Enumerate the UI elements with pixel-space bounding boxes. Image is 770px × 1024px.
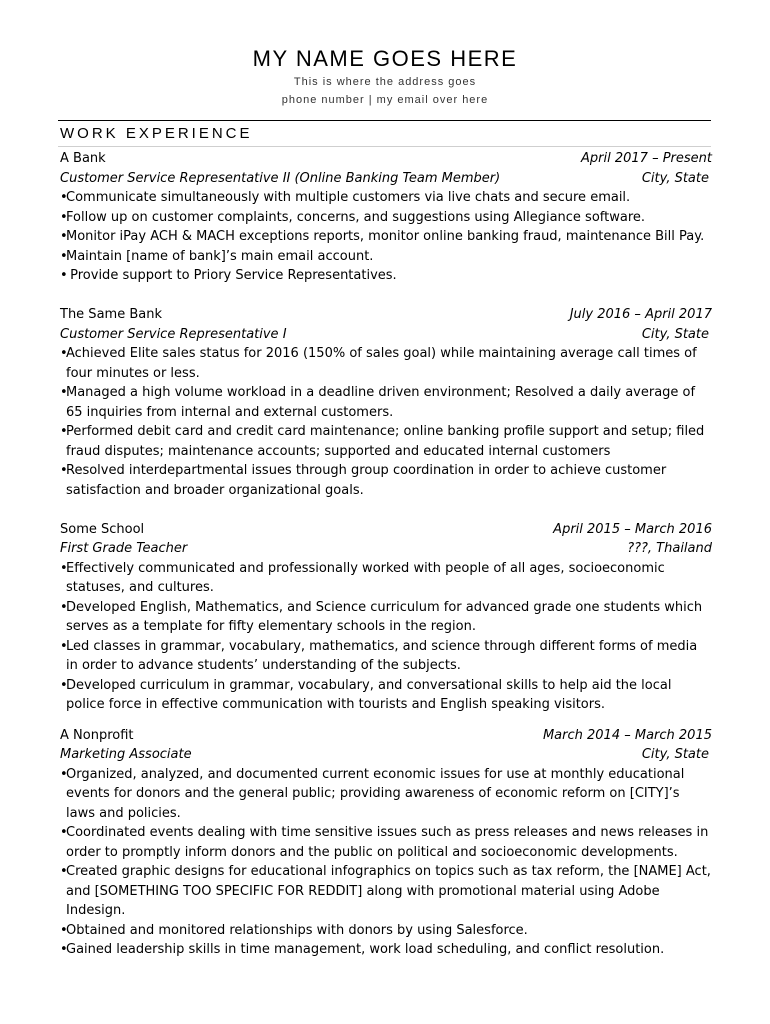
job-title: Marketing Associate [60,747,192,762]
employment-dates: April 2015 – March 2016 [553,521,712,537]
job-title-row [60,169,712,189]
bullet-item: • Obtained and monitored relationships with donors by using Salesforce. [60,921,712,941]
bullet-dot-icon: • [60,942,68,957]
job-title-row [60,539,712,559]
bullet-item: • Provide support to Priory Service Representatives. [60,266,712,286]
job-bullets [60,765,712,960]
bullet-dot-icon: • [60,677,68,693]
bullet-dot-icon: • [60,766,68,782]
job-header-row [60,520,712,540]
employer-name: A Bank [60,151,106,166]
bullet-item: • Organized, analyzed, and documented current economic issues for use at monthly educational events for donors and the general public; providing awareness of economic reform on [CITY]’s laws and policies. [60,766,685,821]
bullet-item: • Monitor iPay ACH & MACH exceptions reports, monitor online banking fraud, maintenance Bill Pay. [60,227,712,247]
employer-name: The Same Bank [60,307,162,322]
section-underline [58,146,711,147]
bullet-dot-icon: • [60,638,68,654]
bullet-dot-icon: • [60,248,68,264]
bullet-dot-icon: • [60,599,68,615]
bullet-item: • Effectively communicated and professionally worked with people of all ages, socioeconomic statuses, and cultures. [60,560,665,595]
bullet-item: • Maintain [name of bank]’s main email account. [60,247,712,267]
employer-name: Some School [60,521,145,537]
job-entry-a-bank [60,149,712,286]
employment-dates: April 2017 – Present [581,151,712,166]
bullet-dot-icon: • [60,229,68,244]
applicant-name: MY NAME GOES HERE [252,46,518,71]
contact-line: phone number | my email over here [281,94,489,106]
bullet-dot-icon: • [60,424,68,439]
job-title-row [60,325,712,345]
bullet-dot-icon: • [60,463,68,478]
bullet-dot-icon: • [60,922,68,938]
bullet-item: • Led classes in grammar, vocabulary, mathematics, and science through different forms of media in order to advance students’ understanding of the subjects. [60,638,698,673]
job-header-row [60,305,712,325]
job-title: Customer Service Representative II (Online Banking Team Member) [60,170,501,186]
job-entry-same-bank [60,305,712,500]
bullet-item: • Coordinated events dealing with time sensitive issues such as press releases and news releases in order to promptly inform donors and the public on political and socioeconomic developments. [60,825,709,860]
job-location: City, State [641,170,709,186]
bullet-item: • Created graphic designs for educational infographics on topics such as tax reform, the [NAME] Act, and [SOMETHING TOO SPECIFIC FOR REDDIT] along with promotional material using Adobe Indesign. [60,864,711,918]
bullet-item: • Gained leadership skills in time management, work load scheduling, and conflict resolution. [60,940,712,960]
employment-dates: July 2016 – April 2017 [569,307,712,322]
job-title-row [60,745,712,765]
bullet-dot-icon: • [60,346,68,361]
job-location: ???, Thailand [627,541,712,556]
bullet-item: • Managed a high volume workload in a deadline driven environment; Resolved a daily average of 65 inquiries from internal and external customers. [60,385,696,420]
bullet-item: • Follow up on customer complaints, concerns, and suggestions using Allegiance software. [60,208,712,228]
job-location: City, State [641,326,709,342]
work-experience-list [60,149,712,960]
address-line: This is where the address goes [293,76,477,88]
bullet-item: • Performed debit card and credit card maintenance; online banking profile support and setup; filed fraud disputes; maintenance accounts; supported and educated internal customers [60,424,705,459]
employment-dates: March 2014 – March 2015 [542,727,712,743]
job-header-row [60,726,712,746]
section-title: WORK EXPERIENCE [60,125,253,142]
bullet-dot-icon: • [60,209,68,225]
job-entry-some-school [60,520,712,715]
bullet-dot-icon: • [60,268,68,283]
bullet-item: • Communicate simultaneously with multiple customers via live chats and secure email. [60,188,712,208]
job-title: First Grade Teacher [60,541,188,556]
job-bullets [60,344,712,500]
job-bullets [60,559,712,715]
bullet-item: • Developed curriculum in grammar, vocabulary, and conversational skills to help aid the local police force in effective communication with tourists and English speaking visitors. [60,677,672,712]
bullet-dot-icon: • [60,560,68,576]
bullet-item: • Resolved interdepartmental issues through group coordination in order to achieve customer satisfaction and broader organizational goals. [60,463,667,498]
job-location: City, State [641,747,709,762]
section-divider [58,120,711,121]
bullet-dot-icon: • [60,190,68,205]
bullet-dot-icon: • [60,864,68,879]
resume-header [0,45,770,109]
bullet-item: • Achieved Elite sales status for 2016 (150% of sales goal) while maintaining average call times of four minutes or less. [60,346,697,381]
bullet-item: • Developed English, Mathematics, and Science curriculum for advanced grade one students which serves as a template for fifty elementary schools in the region. [60,599,703,634]
job-entry-a-nonprofit [60,726,712,960]
bullet-dot-icon: • [60,385,68,400]
employer-name: A Nonprofit [60,727,134,743]
job-header-row [60,149,712,169]
bullet-dot-icon: • [60,825,68,840]
job-bullets [60,188,712,286]
job-title: Customer Service Representative I [60,326,287,342]
